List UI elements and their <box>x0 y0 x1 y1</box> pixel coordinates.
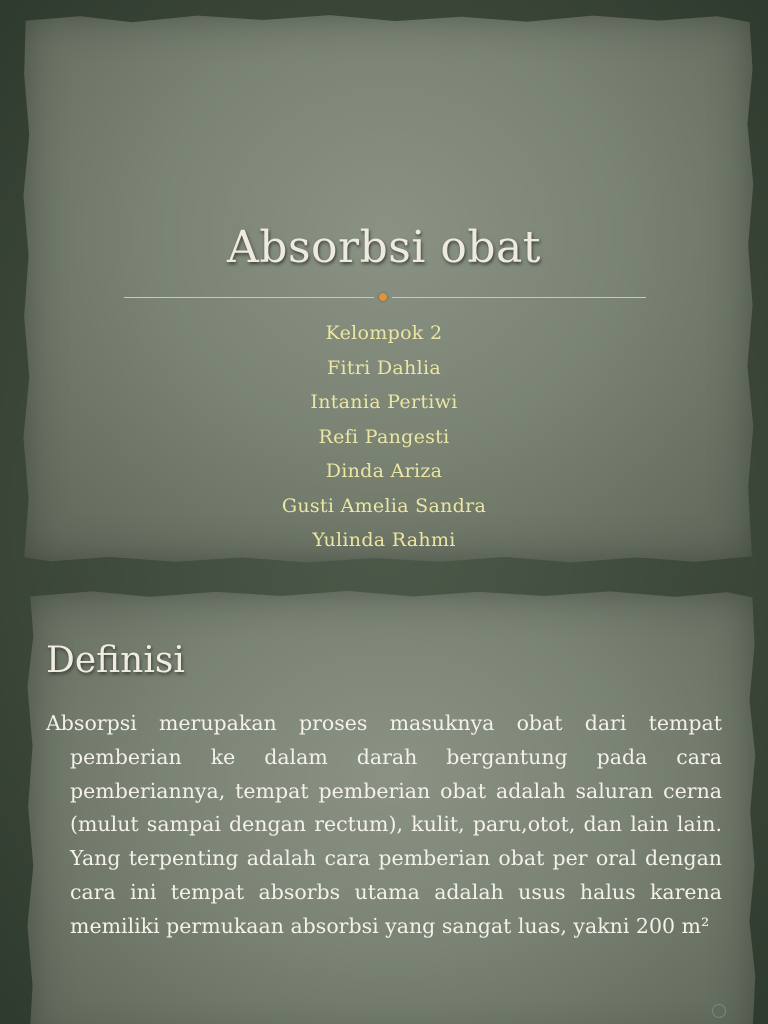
definition-paragraph: Absorpsi merupakan proses masuknya obat dari tempat pemberian ke dalam darah bergantung pada cara pemberiannya, tempat pemberian obat adalah saluran cerna (mulut sampai dengan rectum), kulit, paru,otot, dan lain lain. Yang terpenting adalah cara pemberian obat per oral dengan cara ini tempat absorbs utama adalah usus halus karena memiliki permukaan absorbsi yang sangat luas, yakni 200 m² <box>46 711 722 938</box>
member-item-group: Kelompok 2 <box>325 322 443 344</box>
member-item: Yulinda Rahmi <box>312 529 456 551</box>
title-divider-left <box>124 297 374 298</box>
member-item: Dinda Ariza <box>325 460 443 482</box>
member-item: Gusti Amelia Sandra <box>281 494 487 517</box>
title-divider-right <box>392 297 646 298</box>
member-item: Fitri Dahlia <box>327 356 441 379</box>
divider-dot-icon <box>379 293 387 301</box>
member-item: Intania Pertiwi <box>310 391 458 413</box>
slide-title: Absorbsi obat <box>227 222 541 273</box>
member-list <box>0 316 768 558</box>
definition-heading: Definisi <box>46 640 185 681</box>
member-item: Refi Pangesti <box>318 425 450 448</box>
ring-icon <box>712 1004 726 1018</box>
